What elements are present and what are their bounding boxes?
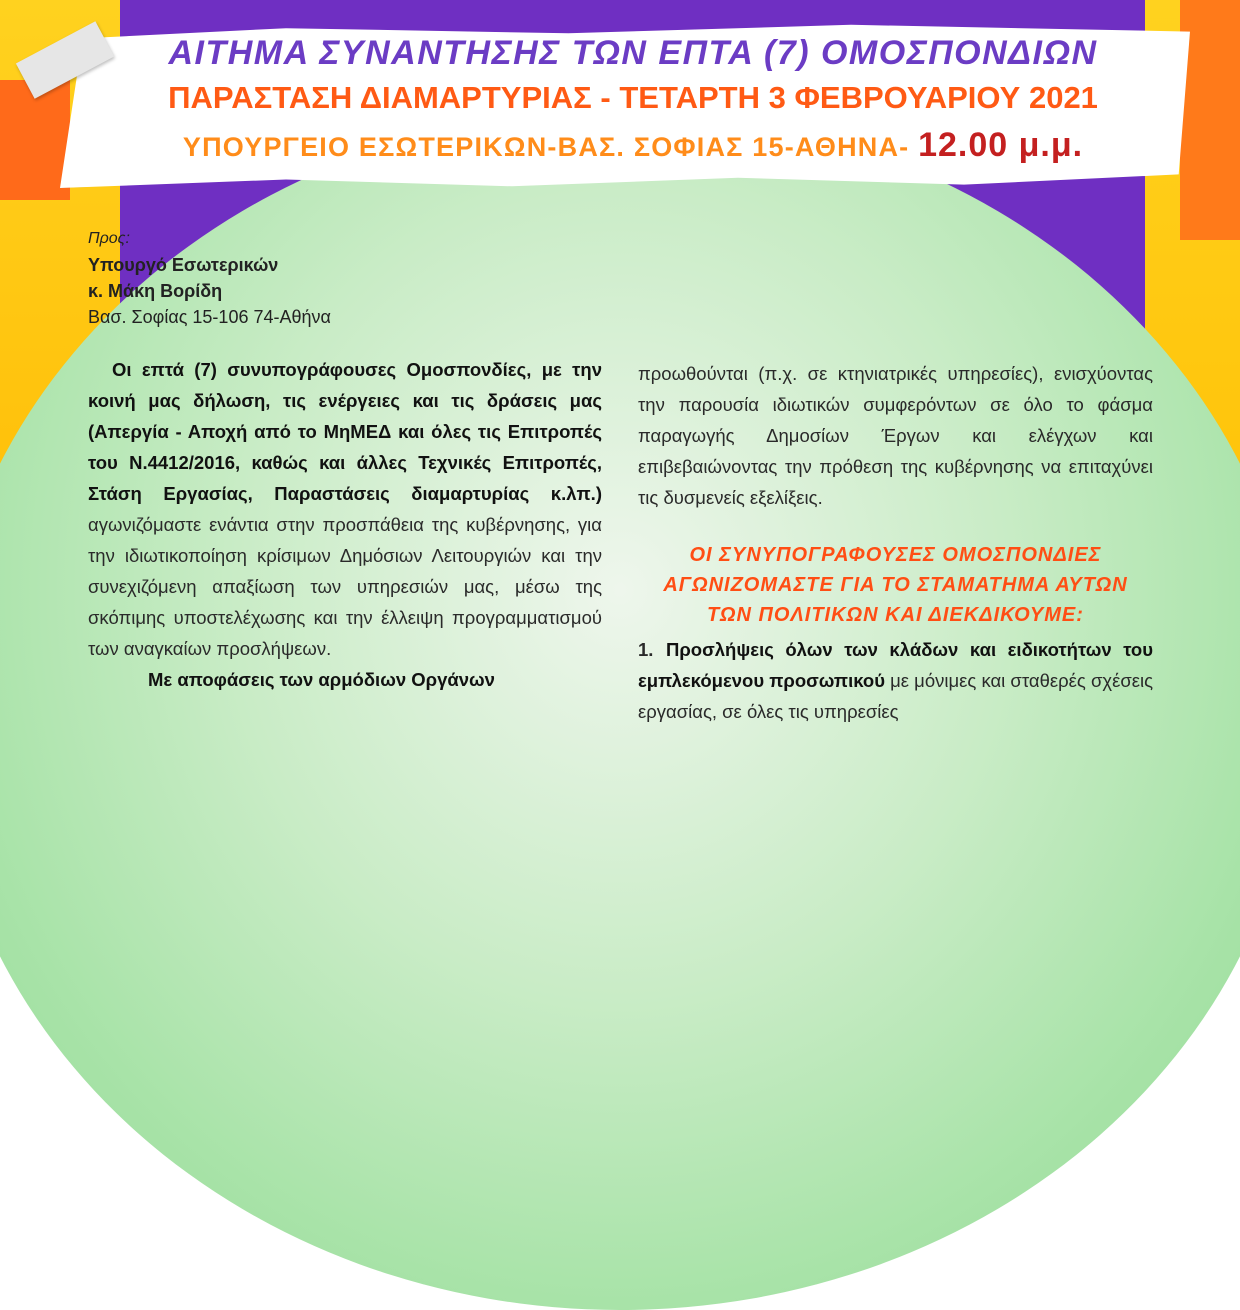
body-right-column: [638, 358, 1153, 513]
demands-heading: [638, 540, 1153, 630]
list-item-text: με μόνιμες και σταθερές σχέσεις εργασίας, σε όλες τις υπηρεσίες: [638, 670, 1154, 722]
paragraph-text: προωθούνται (π.χ. σε κτηνιατρικές υπηρεσίες), ενισχύοντας την παρουσία ιδιωτικών συμφερόντων σε όλο το φάσμα παραγωγής Δημοσίων Έργων και ελέγχων και επιβεβαιώνοντας την πρόθεση της κυβέρνησης να επιταχύνει τις δυσμενείς εξελίξεις.: [638, 363, 1153, 508]
event-separator: -: [600, 80, 611, 115]
paragraph: [88, 354, 602, 664]
body-left-column: [88, 354, 602, 695]
list-item: [638, 634, 1153, 727]
recipient-block: [88, 226, 331, 330]
recipient-address: Βασ. Σοφίας 15-106 74-Αθήνα: [88, 307, 331, 327]
paragraph-text: αγωνιζόμαστε ενάντια στην προσπάθεια της κυβέρνησης, για την ιδιωτικοποίηση κρίσιμων Δημόσιων Λειτουργιών και την συνεχιζόμενη απαξίωση των υπηρεσιών μας, μέσω της σκόπιμης υποστελέχωσης και την έλλειψη προγραμματισμού των αναγκαίων προσλήψεων.: [88, 514, 602, 659]
heading-line: ΟΙ ΣΥΝΥΠΟΓΡΑΦΟΥΣΕΣ ΟΜΟΣΠΟΝΔΙΕΣ: [689, 544, 1102, 566]
list-number: 1.: [638, 639, 654, 660]
paragraph-bold: Οι επτά (7) συνυπογράφουσες Ομοσπονδίες, με την κοινή μας δήλωση, τις ενέργειες και τις δράσεις μας (Απεργία - Αποχή από το ΜηΜΕΔ και όλες τις Επιτροπές του Ν.4412/2016, καθώς και άλλες Τεχνικές Επιτροπές, Στάση Εργασίας, Παραστάσεις διαμαρτυρίας κ.λπ.): [88, 359, 602, 504]
paragraph: [88, 664, 602, 695]
heading-line: ΤΩΝ ΠΟΛΙΤΙΚΩΝ ΚΑΙ ΔΙΕΚΔΙΚΟΥΜΕ:: [707, 604, 1084, 626]
recipient-to-label: Προς:: [88, 230, 130, 247]
event-line: [128, 80, 1138, 116]
list-item-bold: Προσλήψεις όλων των κλάδων και ειδικοτήτων του εμπλεκόμενου προσωπικού: [638, 639, 1153, 691]
event-date: ΤΕΤΑΡΤΗ 3 ΦΕΒΡΟΥΑΡΙΟΥ 2021: [619, 80, 1098, 115]
recipient-title: Υπουργό Εσωτερικών: [88, 255, 279, 275]
page-title: ΑΙΤΗΜΑ ΣΥΝΑΝΤΗΣΗΣ ΤΩΝ ΕΠΤΑ (7) ΟΜΟΣΠΟΝΔΙΩΝ: [168, 34, 1098, 72]
paragraph-bold: Με αποφάσεις των αρμόδιων Οργάνων: [148, 669, 495, 690]
event-location: ΥΠΟΥΡΓΕΙΟ ΕΣΩΤΕΡΙΚΩΝ-ΒΑΣ. ΣΟΦΙΑΣ 15-ΑΘΗΝΑ-: [182, 132, 910, 162]
heading-line: ΑΓΩΝΙΖΟΜΑΣΤΕ ΓΙΑ ΤΟ ΣΤΑΜΑΤΗΜΑ ΑΥΤΩΝ: [663, 574, 1128, 596]
recipient-name: κ. Μάκη Βορίδη: [88, 281, 223, 301]
banner-text: [0, 0, 1240, 200]
event-time: 12.00 μ.μ.: [918, 126, 1084, 164]
event-name: ΠΑΡΑΣΤΑΣΗ ΔΙΑΜΑΡΤΥΡΙΑΣ: [168, 80, 592, 115]
location-line: [128, 126, 1138, 165]
